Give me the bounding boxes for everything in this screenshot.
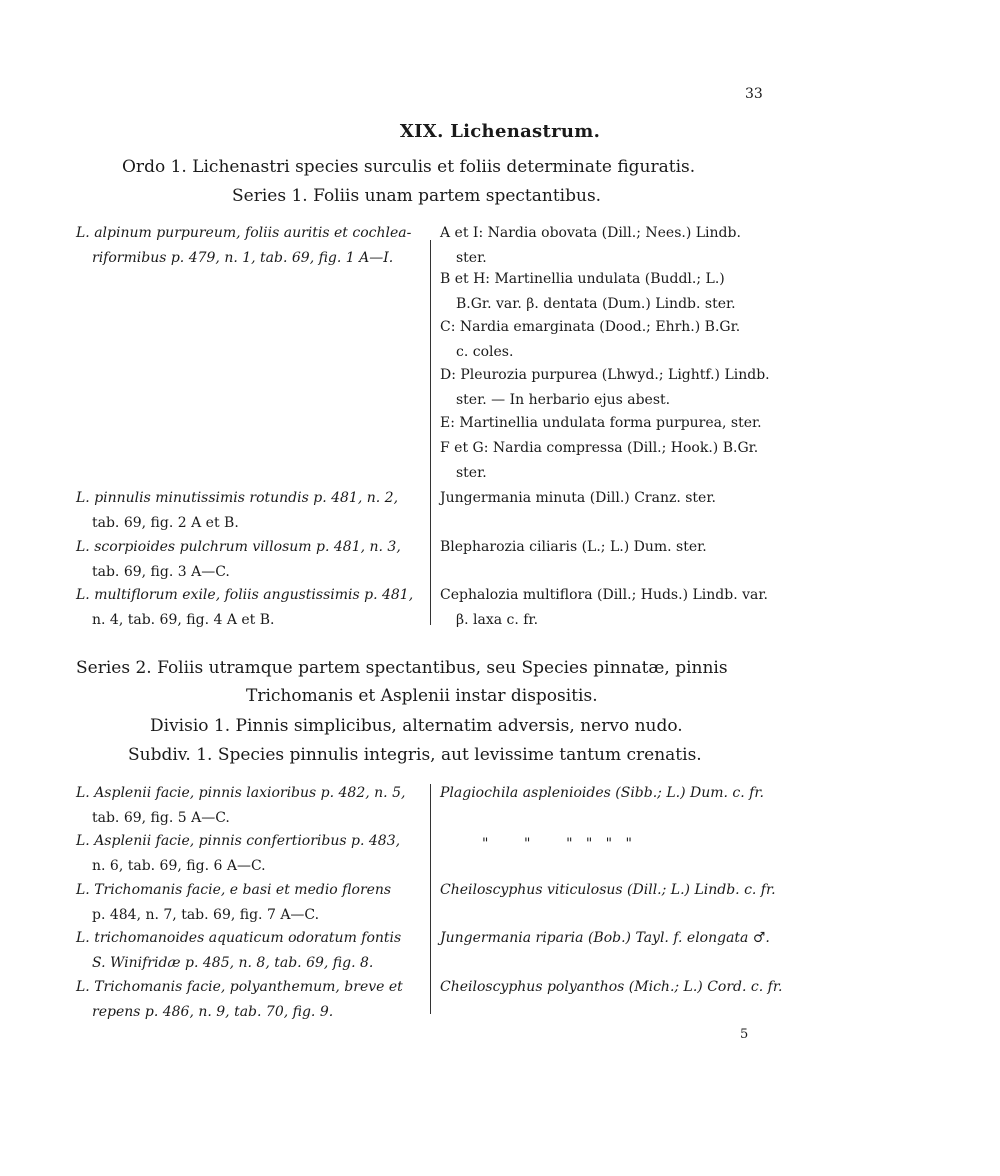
- s1-left-entry-2: [76, 486, 426, 536]
- s1-right-entry-4: [440, 363, 800, 413]
- entry-line: n. 4, tab. 69, fig. 4 A et B.: [92, 612, 275, 628]
- s1-right-entry-3: [440, 315, 800, 365]
- series1-heading: Series 1. Foliis unam partem spectantibus.: [232, 186, 602, 206]
- ditto-marks: " " " " " ": [482, 836, 632, 852]
- entry-line: L. alpinum purpureum, foliis auritis et cochlea-: [76, 225, 412, 241]
- entry-line: L. trichomanoides aquaticum odoratum fontis: [76, 930, 402, 946]
- column-divider: [430, 784, 431, 1014]
- entry-line: β. laxa c. fr.: [456, 612, 539, 628]
- s1-right-entry-6: [440, 436, 800, 486]
- divisio-heading: Divisio 1. Pinnis simplicibus, alternatim adversis, nervo nudo.: [150, 716, 683, 736]
- entry-line: Cheiloscyphus polyanthos (Mich.; L.) Cord. c. fr.: [440, 979, 783, 995]
- s2-left-entry-5: [76, 975, 426, 1025]
- s1-right-entry-5: [440, 411, 800, 436]
- entry-line: E: Martinellia undulata forma purpurea, ster.: [440, 415, 762, 431]
- s1-left-entry-1: [76, 221, 426, 271]
- entry-line: tab. 69, fig. 2 A et B.: [92, 515, 239, 531]
- entry-line: ster. — In herbario ejus abest.: [456, 392, 671, 408]
- entry-line: Cheiloscyphus viticulosus (Dill.; L.) Lindb. c. fr.: [440, 882, 776, 898]
- entry-line: A et I: Nardia obovata (Dill.; Nees.) Lindb.: [440, 225, 741, 241]
- s2-right-entry-3: [440, 878, 800, 903]
- entry-line: B.Gr. var. β. dentata (Dum.) Lindb. ster.: [456, 296, 736, 312]
- entry-line: Jungermania minuta (Dill.) Cranz. ster.: [440, 490, 716, 506]
- entry-line: L. pinnulis minutissimis rotundis p. 481, n. 2,: [76, 490, 399, 506]
- s2-right-entry-4: [440, 926, 800, 951]
- s2-left-entry-1: [76, 781, 426, 831]
- s1-right-entry-7: [440, 486, 800, 511]
- s1-right-entry-9: [440, 583, 800, 633]
- s1-left-entry-4: [76, 583, 426, 633]
- entry-line: L. multiflorum exile, foliis angustissimis p. 481,: [76, 587, 414, 603]
- s2-left-entry-3: [76, 878, 426, 928]
- entry-line: repens p. 486, n. 9, tab. 70, fig. 9.: [92, 1004, 334, 1020]
- s2-right-entry-1: [440, 781, 800, 806]
- entry-line: riformibus p. 479, n. 1, tab. 69, fig. 1 A—I.: [92, 250, 394, 266]
- footer-signature-number: 5: [740, 1027, 749, 1042]
- s2-right-ditto: [482, 832, 842, 857]
- entry-line: S. Winifridæ p. 485, n. 8, tab. 69, fig. 8.: [92, 955, 374, 971]
- entry-line: D: Pleurozia purpurea (Lhwyd.; Lightf.) Lindb.: [440, 367, 770, 383]
- ordo-heading: Ordo 1. Lichenastri species surculis et foliis determinate figuratis.: [122, 157, 696, 177]
- entry-line: ster.: [456, 465, 487, 481]
- page-number: 33: [745, 86, 763, 102]
- entry-line: ster.: [456, 250, 487, 266]
- s2-left-entry-4: [76, 926, 426, 976]
- subdiv-heading: Subdiv. 1. Species pinnulis integris, aut levissime tantum crenatis.: [128, 745, 702, 765]
- entry-line: L. Asplenii facie, pinnis laxioribus p. 482, n. 5,: [76, 785, 406, 801]
- series2-heading: Series 2. Foliis utramque partem spectantibus, seu Species pinnatæ, pinnis: [76, 658, 728, 678]
- s2-right-entry-5: [440, 975, 800, 1000]
- entry-line: tab. 69, fig. 3 A—C.: [92, 564, 230, 580]
- page-title: XIX. Lichenastrum.: [399, 121, 601, 142]
- entry-line: F et G: Nardia compressa (Dill.; Hook.) B.Gr.: [440, 440, 759, 456]
- series2-heading-cont: Trichomanis et Asplenii instar dispositis.: [246, 686, 598, 706]
- entry-line: B et H: Martinellia undulata (Buddl.; L.): [440, 271, 725, 287]
- s1-right-entry-1: [440, 221, 800, 271]
- entry-line: Cephalozia multiflora (Dill.; Huds.) Lindb. var.: [440, 587, 768, 603]
- entry-line: Jungermania riparia (Bob.) Tayl. f. elongata ♂.: [440, 930, 770, 946]
- s1-right-entry-8: [440, 535, 800, 560]
- entry-line: n. 6, tab. 69, fig. 6 A—C.: [92, 858, 266, 874]
- entry-line: L. Trichomanis facie, e basi et medio florens: [76, 882, 392, 898]
- entry-line: C: Nardia emarginata (Dood.; Ehrh.) B.Gr.: [440, 319, 741, 335]
- s1-left-entry-3: [76, 535, 426, 585]
- entry-line: L. Trichomanis facie, polyanthemum, breve et: [76, 979, 403, 995]
- entry-line: tab. 69, fig. 5 A—C.: [92, 810, 230, 826]
- entry-line: L. scorpioides pulchrum villosum p. 481, n. 3,: [76, 539, 401, 555]
- entry-line: Blepharozia ciliaris (L.; L.) Dum. ster.: [440, 539, 707, 555]
- s2-left-entry-2: [76, 829, 426, 879]
- entry-line: c. coles.: [456, 344, 514, 360]
- column-divider: [430, 240, 431, 625]
- entry-line: p. 484, n. 7, tab. 69, fig. 7 A—C.: [92, 907, 320, 923]
- s1-right-entry-2: [440, 267, 800, 317]
- entry-line: L. Asplenii facie, pinnis confertioribus p. 483,: [76, 833, 401, 849]
- entry-line: Plagiochila asplenioides (Sibb.; L.) Dum. c. fr.: [440, 785, 764, 801]
